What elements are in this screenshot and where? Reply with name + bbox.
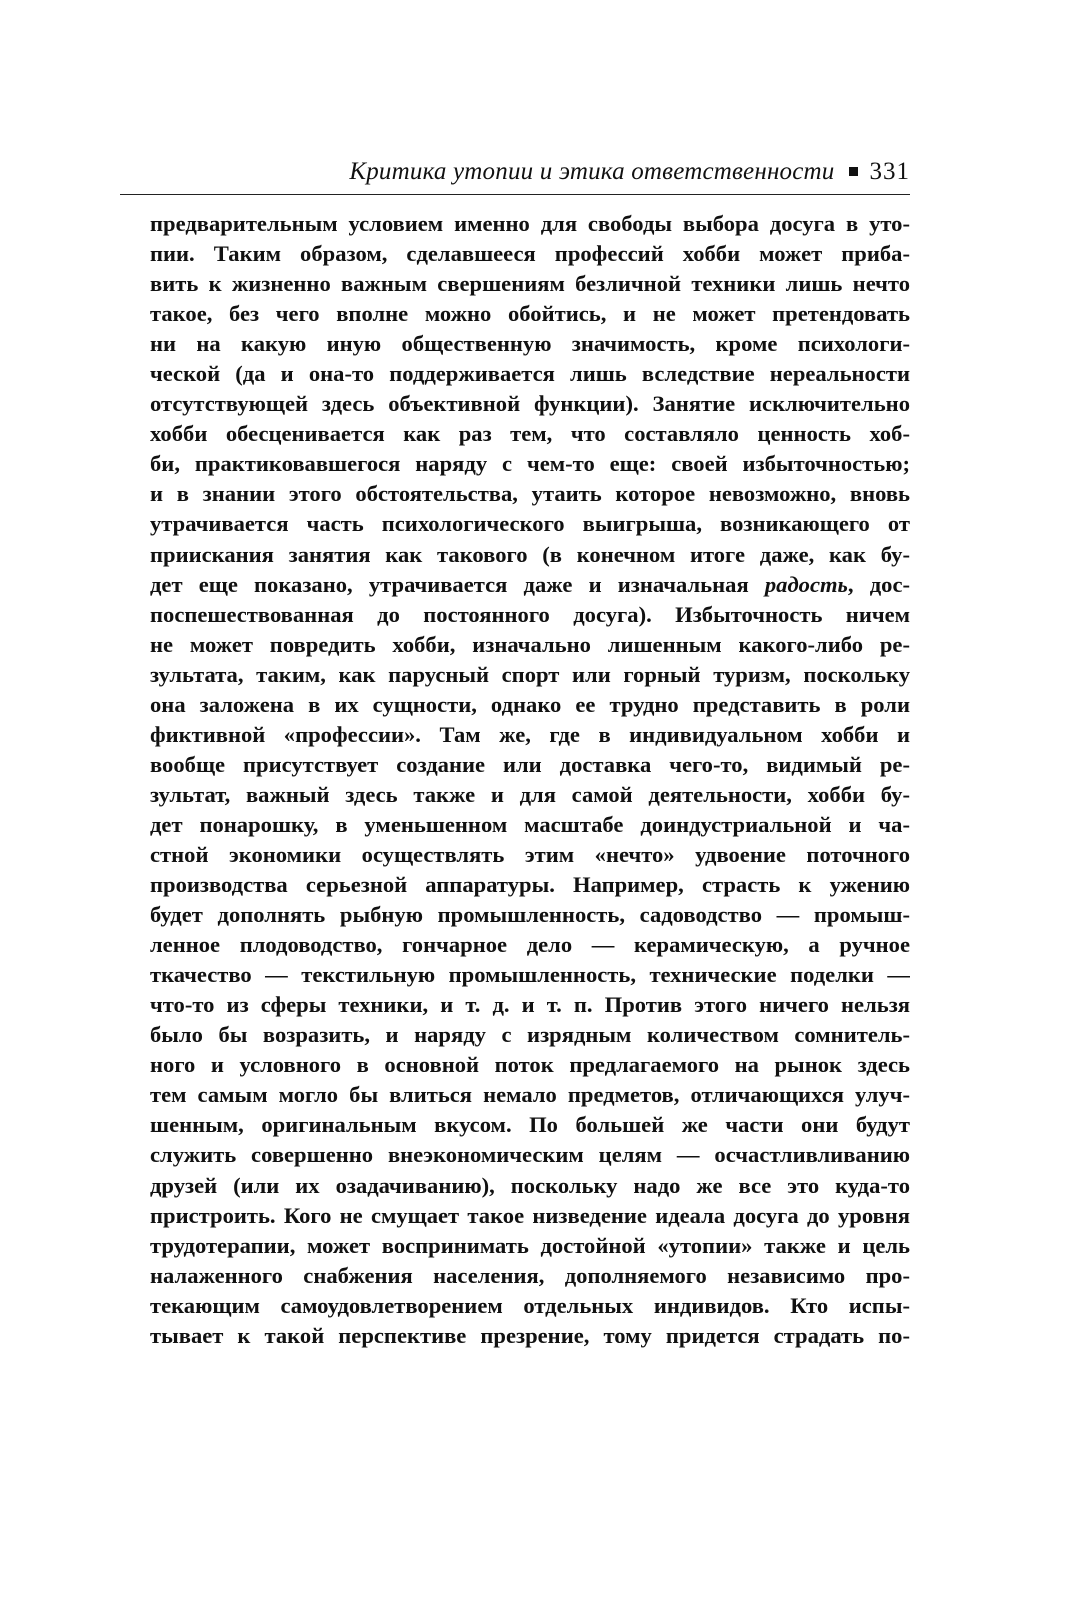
text-line: ного и условного в основной поток предлагаемого на рынок здесь: [150, 1052, 910, 1078]
text-line: друзей (или их озадачиванию), поскольку надо же все это куда-то: [150, 1172, 910, 1198]
text-line: ткачество — текстильную промышленность, технические поделки —: [150, 962, 910, 988]
text-line: было бы возразить, и наряду с изрядным количеством сомнитель-: [150, 1022, 910, 1048]
text-line: вообще присутствует создание или доставка чего-то, видимый ре-: [150, 751, 910, 777]
text-line: шенным, оригинальным вкусом. По большей же части они будут: [150, 1112, 910, 1138]
text-line: она заложена в их сущности, однако ее трудно представить в роли: [150, 691, 910, 717]
text-line: пристроить. Кого не смущает такое низведение идеала досуга до уровня: [150, 1202, 910, 1228]
text-line: ни на какую иную общественную значимость, кроме психологи-: [150, 331, 910, 357]
text-line-start: дет еще показано, утрачивается даже и изначальная: [150, 571, 765, 597]
running-header: [120, 158, 910, 195]
text-line: не может повредить хобби, изначально лишенным какого-либо ре-: [150, 631, 910, 657]
text-line: ческой (да и она-то поддерживается лишь вследствие нереальности: [150, 361, 910, 387]
body-text: [150, 209, 910, 1351]
emphasized-word: радость: [764, 571, 848, 597]
running-header-title: Критика утопии и этика ответственности: [349, 158, 835, 185]
text-line: хобби обесценивается как раз тем, что составляло ценность хоб-: [150, 421, 910, 447]
text-line: утрачивается часть психологического выигрыша, возникающего от: [150, 511, 910, 537]
text-line: поспешествованная до постоянного досуга). Избыточность ничем: [150, 601, 910, 627]
text-line: приискания занятия как такового (в конечном итоге даже, как бу-: [150, 541, 910, 567]
text-line: отсутствующей здесь объективной функции). Занятие исключительно: [150, 391, 910, 417]
text-line: тем самым могло бы влиться немало предметов, отличающихся улуч-: [150, 1082, 910, 1108]
text-line: би, практиковавшегося наряду с чем-то еще: своей избыточностью;: [150, 451, 910, 477]
text-line: такое, без чего вполне можно обойтись, и не может претендовать: [150, 301, 910, 327]
text-line: ленное плодоводство, гончарное дело — керамическую, а ручное: [150, 932, 910, 958]
text-line: зультата, таким, как парусный спорт или горный туризм, поскольку: [150, 661, 910, 687]
text-line-end: , дос-: [847, 571, 910, 597]
text-line-with-emphasis: [150, 570, 910, 600]
text-line: налаженного снабжения населения, дополняемого независимо про-: [150, 1262, 910, 1288]
text-line: зультат, важный здесь также и для самой деятельности, хобби бу-: [150, 781, 910, 807]
square-bullet-icon: [849, 167, 858, 176]
text-line: текающим самоудовлетворением отдельных индивидов. Кто испы-: [150, 1292, 910, 1318]
text-line: и в знании этого обстоятельства, утаить которое невозможно, вновь: [150, 481, 910, 507]
text-line: стной экономики осуществлять этим «нечто» удвоение поточного: [150, 841, 910, 867]
text-line: что-то из сферы техники, и т. д. и т. п. Против этого ничего нельзя: [150, 992, 910, 1018]
text-line: тывает к такой перспективе презрение, тому придется страдать по-: [150, 1322, 910, 1348]
text-line: пии. Таким образом, сделавшееся профессий хобби может приба-: [150, 241, 910, 267]
text-line: производства серьезной аппаратуры. Например, страсть к ужению: [150, 872, 910, 898]
text-line: служить совершенно внеэкономическим целям — осчастливливанию: [150, 1142, 910, 1168]
text-line: будет дополнять рыбную промышленность, садоводство — промыш-: [150, 902, 910, 928]
text-line: вить к жизненно важным свершениям безличной техники лишь нечто: [150, 271, 910, 297]
text-line: трудотерапии, может воспринимать достойной «утопии» также и цель: [150, 1232, 910, 1258]
book-page: [150, 158, 910, 1351]
text-line: предварительным условием именно для свободы выбора досуга в уто-: [150, 211, 910, 236]
page-number: 331: [869, 158, 910, 185]
text-line: фиктивной «профессии». Там же, где в индивидуальном хобби и: [150, 721, 910, 747]
text-line: дет понарошку, в уменьшенном масштабе доиндустриальной и ча-: [150, 811, 910, 837]
